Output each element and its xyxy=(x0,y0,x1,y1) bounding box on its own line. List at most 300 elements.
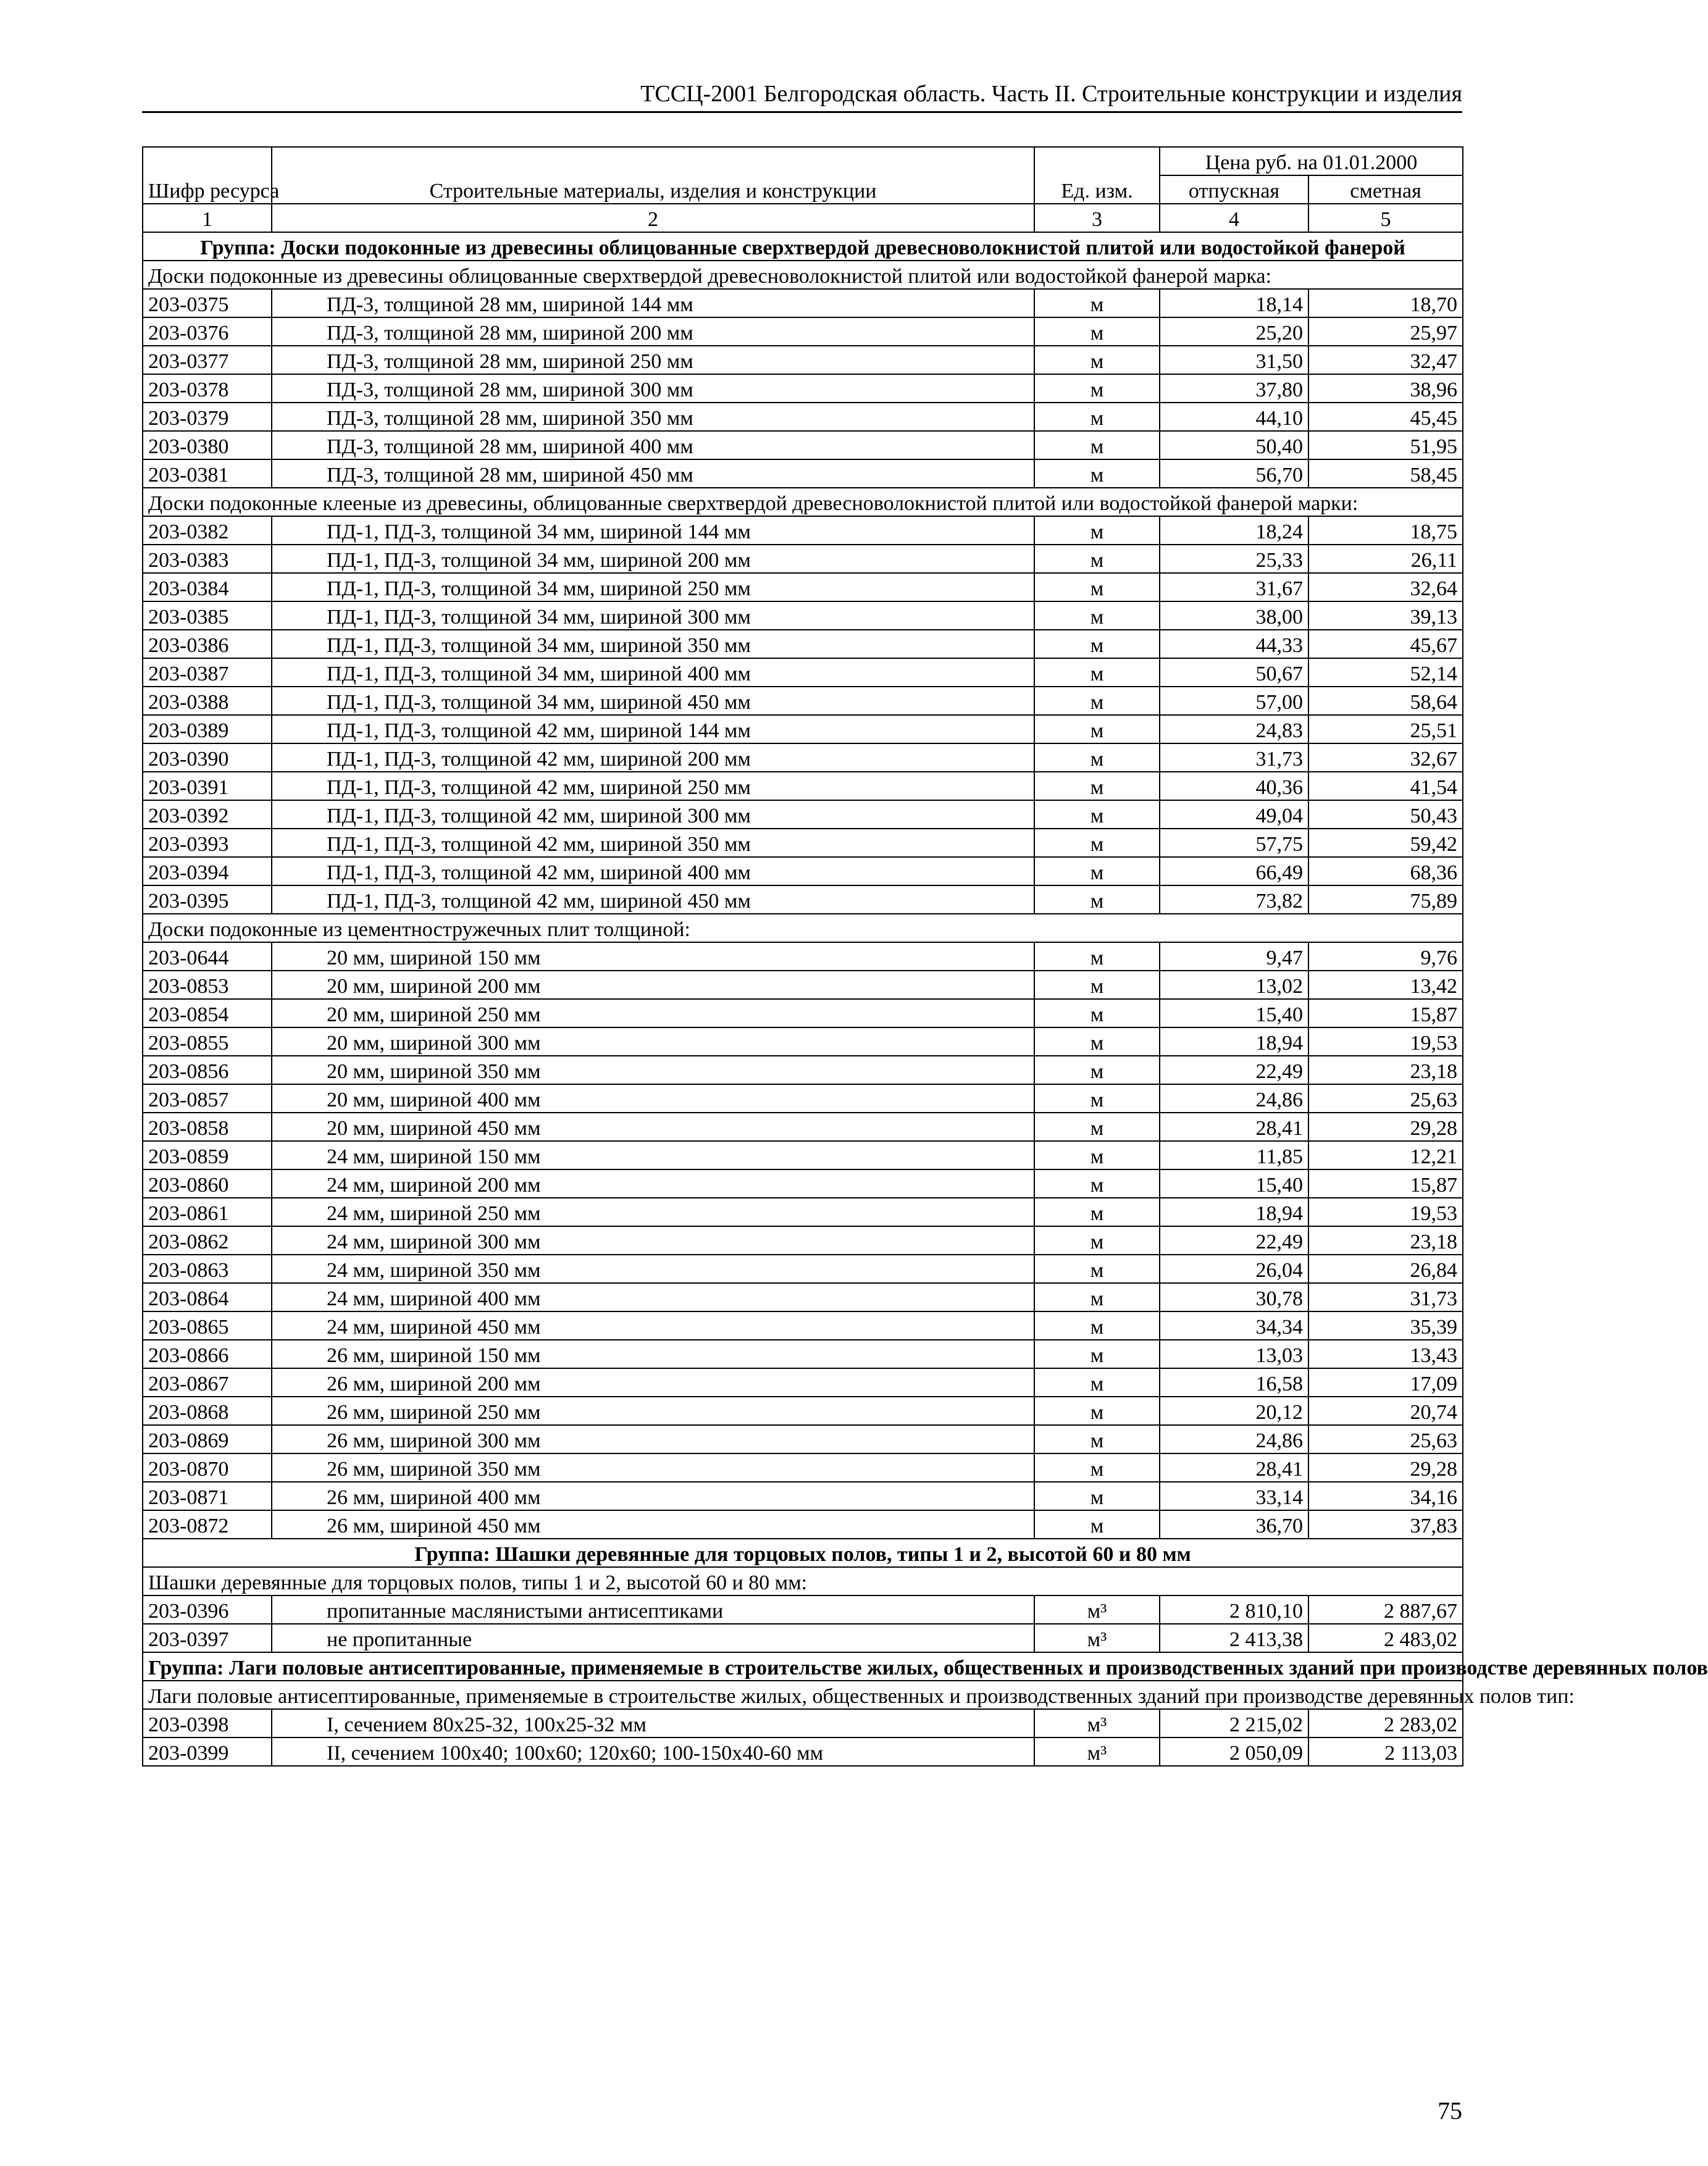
material-name: 26 мм, шириной 350 мм xyxy=(272,1453,1034,1482)
unit: м xyxy=(1034,1425,1160,1453)
group-heading-row xyxy=(143,1652,1463,1681)
material-name: I, сечением 80х25-32, 100х25-32 мм xyxy=(272,1709,1034,1737)
unit: м xyxy=(1034,715,1160,743)
unit: м xyxy=(1034,1141,1160,1169)
release-price: 34,34 xyxy=(1160,1311,1308,1340)
header-unit: Ед. изм. xyxy=(1034,147,1160,204)
unit: м xyxy=(1034,800,1160,829)
unit: м xyxy=(1034,1056,1160,1084)
subheading: Доски подоконные из древесины облицованные сверхтвердой древесноволокнистой плитой или водостойкой фанерой марка: xyxy=(143,261,1463,289)
unit: м xyxy=(1034,829,1160,857)
unit: м xyxy=(1034,971,1160,999)
estimate-price: 17,09 xyxy=(1308,1368,1463,1397)
column-number: 4 xyxy=(1160,204,1308,232)
resource-code: 203-0381 xyxy=(143,459,272,488)
unit: м xyxy=(1034,885,1160,914)
header-title: ТССЦ-2001 Белгородская область. Часть II. Строительные конструкции и изделия xyxy=(640,81,1462,107)
group-heading-row xyxy=(143,1539,1463,1567)
column-numbers-row xyxy=(143,204,1463,232)
unit: м xyxy=(1034,1198,1160,1226)
estimate-price: 32,47 xyxy=(1308,346,1463,374)
table-row xyxy=(143,403,1463,431)
release-price: 2 215,02 xyxy=(1160,1709,1308,1737)
release-price: 28,41 xyxy=(1160,1453,1308,1482)
unit: м xyxy=(1034,1510,1160,1539)
material-name: II, сечением 100х40; 100х60; 120х60; 100-150х40-60 мм xyxy=(272,1737,1034,1766)
estimate-price: 39,13 xyxy=(1308,601,1463,630)
resource-code: 203-0393 xyxy=(143,829,272,857)
resource-code: 203-0864 xyxy=(143,1283,272,1311)
subheading-row xyxy=(143,1681,1463,1709)
estimate-price: 31,73 xyxy=(1308,1283,1463,1311)
material-name: 26 мм, шириной 250 мм xyxy=(272,1397,1034,1425)
release-price: 25,20 xyxy=(1160,317,1308,346)
estimate-price: 9,76 xyxy=(1308,942,1463,971)
estimate-price: 34,16 xyxy=(1308,1482,1463,1510)
release-price: 40,36 xyxy=(1160,772,1308,800)
material-name: ПД-1, ПД-3, толщиной 34 мм, шириной 400 мм xyxy=(272,658,1034,687)
material-name: 20 мм, шириной 250 мм xyxy=(272,999,1034,1027)
material-name: ПД-1, ПД-3, толщиной 34 мм, шириной 350 мм xyxy=(272,630,1034,658)
release-price: 57,00 xyxy=(1160,687,1308,715)
unit: м xyxy=(1034,1283,1160,1311)
estimate-price: 12,21 xyxy=(1308,1141,1463,1169)
table-row xyxy=(143,289,1463,317)
material-name: ПД-1, ПД-3, толщиной 42 мм, шириной 350 мм xyxy=(272,829,1034,857)
material-name: 26 мм, шириной 400 мм xyxy=(272,1482,1034,1510)
release-price: 31,50 xyxy=(1160,346,1308,374)
table-row xyxy=(143,1226,1463,1255)
estimate-price: 2 113,03 xyxy=(1308,1737,1463,1766)
table-row xyxy=(143,800,1463,829)
table-row xyxy=(143,630,1463,658)
release-price: 56,70 xyxy=(1160,459,1308,488)
page-header xyxy=(142,77,1462,113)
table-row xyxy=(143,374,1463,403)
table-row xyxy=(143,1056,1463,1084)
table-row xyxy=(143,942,1463,971)
unit: м xyxy=(1034,743,1160,772)
release-price: 18,94 xyxy=(1160,1027,1308,1056)
release-price: 37,80 xyxy=(1160,374,1308,403)
release-price: 2 810,10 xyxy=(1160,1595,1308,1624)
estimate-price: 15,87 xyxy=(1308,999,1463,1027)
table-row xyxy=(143,1397,1463,1425)
table-row xyxy=(143,829,1463,857)
unit: м xyxy=(1034,1226,1160,1255)
estimate-price: 25,51 xyxy=(1308,715,1463,743)
release-price: 73,82 xyxy=(1160,885,1308,914)
unit: м xyxy=(1034,573,1160,601)
estimate-price: 2 483,02 xyxy=(1308,1624,1463,1652)
price-table xyxy=(142,146,1708,1767)
estimate-price: 25,63 xyxy=(1308,1425,1463,1453)
unit: м xyxy=(1034,857,1160,885)
estimate-price: 25,97 xyxy=(1308,317,1463,346)
material-name: 20 мм, шириной 400 мм xyxy=(272,1084,1034,1113)
estimate-price: 23,18 xyxy=(1308,1226,1463,1255)
estimate-price: 58,45 xyxy=(1308,459,1463,488)
column-number: 3 xyxy=(1034,204,1160,232)
estimate-price: 29,28 xyxy=(1308,1113,1463,1141)
material-name: 20 мм, шириной 150 мм xyxy=(272,942,1034,971)
unit: м³ xyxy=(1034,1709,1160,1737)
table-row xyxy=(143,1624,1463,1652)
release-price: 66,49 xyxy=(1160,857,1308,885)
resource-code: 203-0860 xyxy=(143,1169,272,1198)
material-name: 24 мм, шириной 250 мм xyxy=(272,1198,1034,1226)
estimate-price: 26,84 xyxy=(1308,1255,1463,1283)
resource-code: 203-0871 xyxy=(143,1482,272,1510)
unit: м xyxy=(1034,403,1160,431)
material-name: ПД-1, ПД-3, толщиной 34 мм, шириной 300 мм xyxy=(272,601,1034,630)
release-price: 28,41 xyxy=(1160,1113,1308,1141)
release-price: 49,04 xyxy=(1160,800,1308,829)
unit: м xyxy=(1034,1084,1160,1113)
unit: м xyxy=(1034,459,1160,488)
material-name: 26 мм, шириной 300 мм xyxy=(272,1425,1034,1453)
resource-code: 203-0862 xyxy=(143,1226,272,1255)
unit: м xyxy=(1034,942,1160,971)
unit: м xyxy=(1034,1340,1160,1368)
resource-code: 203-0870 xyxy=(143,1453,272,1482)
release-price: 50,67 xyxy=(1160,658,1308,687)
release-price: 15,40 xyxy=(1160,999,1308,1027)
group-heading: Группа: Шашки деревянные для торцовых полов, типы 1 и 2, высотой 60 и 80 мм xyxy=(143,1539,1463,1567)
resource-code: 203-0382 xyxy=(143,516,272,545)
unit: м xyxy=(1034,1368,1160,1397)
material-name: ПД-3, толщиной 28 мм, шириной 350 мм xyxy=(272,403,1034,431)
resource-code: 203-0386 xyxy=(143,630,272,658)
material-name: ПД-3, толщиной 28 мм, шириной 450 мм xyxy=(272,459,1034,488)
unit: м xyxy=(1034,289,1160,317)
estimate-price: 13,43 xyxy=(1308,1340,1463,1368)
header-code: Шифр ресурса xyxy=(143,147,272,204)
unit: м xyxy=(1034,630,1160,658)
table-row xyxy=(143,431,1463,459)
material-name: ПД-1, ПД-3, толщиной 42 мм, шириной 144 мм xyxy=(272,715,1034,743)
subheading: Доски подоконные клееные из древесины, облицованные сверхтвердой древесноволокнистой плитой или водостойкой фанерой марки: xyxy=(143,488,1463,516)
group-heading-row xyxy=(143,232,1463,261)
resource-code: 203-0394 xyxy=(143,857,272,885)
estimate-price: 20,74 xyxy=(1308,1397,1463,1425)
estimate-price: 18,70 xyxy=(1308,289,1463,317)
resource-code: 203-0396 xyxy=(143,1595,272,1624)
resource-code: 203-0856 xyxy=(143,1056,272,1084)
estimate-price: 23,18 xyxy=(1308,1056,1463,1084)
material-name: ПД-1, ПД-3, толщиной 42 мм, шириной 400 мм xyxy=(272,857,1034,885)
resource-code: 203-0863 xyxy=(143,1255,272,1283)
release-price: 22,49 xyxy=(1160,1056,1308,1084)
table-row xyxy=(143,1737,1463,1766)
release-price: 57,75 xyxy=(1160,829,1308,857)
resource-code: 203-0385 xyxy=(143,601,272,630)
estimate-price: 45,45 xyxy=(1308,403,1463,431)
estimate-price: 50,43 xyxy=(1308,800,1463,829)
resource-code: 203-0380 xyxy=(143,431,272,459)
table-row xyxy=(143,1510,1463,1539)
unit: м xyxy=(1034,1397,1160,1425)
material-name: ПД-1, ПД-3, толщиной 34 мм, шириной 200 мм xyxy=(272,545,1034,573)
release-price: 25,33 xyxy=(1160,545,1308,573)
resource-code: 203-0867 xyxy=(143,1368,272,1397)
estimate-price: 41,54 xyxy=(1308,772,1463,800)
material-name: 24 мм, шириной 400 мм xyxy=(272,1283,1034,1311)
subheading: Лаги половые антисептированные, применяемые в строительстве жилых, общественных и производственных зданий при производстве деревянных полов тип: xyxy=(143,1681,1463,1709)
table-row xyxy=(143,1311,1463,1340)
table-row xyxy=(143,1482,1463,1510)
release-price: 13,02 xyxy=(1160,971,1308,999)
table-row xyxy=(143,1113,1463,1141)
estimate-price: 45,67 xyxy=(1308,630,1463,658)
table-row xyxy=(143,658,1463,687)
table-row xyxy=(143,1595,1463,1624)
resource-code: 203-0872 xyxy=(143,1510,272,1539)
header-estimate-price: сметная xyxy=(1308,175,1463,204)
estimate-price: 19,53 xyxy=(1308,1198,1463,1226)
material-name: ПД-1, ПД-3, толщиной 34 мм, шириной 450 мм xyxy=(272,687,1034,715)
resource-code: 203-0378 xyxy=(143,374,272,403)
unit: м xyxy=(1034,516,1160,545)
table-row xyxy=(143,1368,1463,1397)
release-price: 38,00 xyxy=(1160,601,1308,630)
resource-code: 203-0399 xyxy=(143,1737,272,1766)
unit: м xyxy=(1034,431,1160,459)
material-name: ПД-1, ПД-3, толщиной 42 мм, шириной 250 мм xyxy=(272,772,1034,800)
unit: м³ xyxy=(1034,1737,1160,1766)
estimate-price: 18,75 xyxy=(1308,516,1463,545)
estimate-price: 37,83 xyxy=(1308,1510,1463,1539)
unit: м xyxy=(1034,1255,1160,1283)
table-row xyxy=(143,1169,1463,1198)
release-price: 36,70 xyxy=(1160,1510,1308,1539)
resource-code: 203-0869 xyxy=(143,1425,272,1453)
estimate-price: 15,87 xyxy=(1308,1169,1463,1198)
table-row xyxy=(143,317,1463,346)
release-price: 31,67 xyxy=(1160,573,1308,601)
resource-code: 203-0395 xyxy=(143,885,272,914)
estimate-price: 51,95 xyxy=(1308,431,1463,459)
material-name: 24 мм, шириной 350 мм xyxy=(272,1255,1034,1283)
estimate-price: 52,14 xyxy=(1308,658,1463,687)
table-row xyxy=(143,1255,1463,1283)
resource-code: 203-0389 xyxy=(143,715,272,743)
estimate-price: 32,64 xyxy=(1308,573,1463,601)
resource-code: 203-0866 xyxy=(143,1340,272,1368)
resource-code: 203-0375 xyxy=(143,289,272,317)
material-name: ПД-3, толщиной 28 мм, шириной 300 мм xyxy=(272,374,1034,403)
table-row xyxy=(143,1709,1463,1737)
estimate-price: 2 283,02 xyxy=(1308,1709,1463,1737)
table-row xyxy=(143,857,1463,885)
resource-code: 203-0853 xyxy=(143,971,272,999)
table-row xyxy=(143,1283,1463,1311)
group-heading: Группа: Доски подоконные из древесины облицованные сверхтвердой древесноволокнистой плитой или водостойкой фанерой xyxy=(143,232,1463,261)
unit: м xyxy=(1034,658,1160,687)
unit: м³ xyxy=(1034,1595,1160,1624)
material-name: ПД-1, ПД-3, толщиной 42 мм, шириной 300 мм xyxy=(272,800,1034,829)
release-price: 18,94 xyxy=(1160,1198,1308,1226)
estimate-price: 2 887,67 xyxy=(1308,1595,1463,1624)
resource-code: 203-0868 xyxy=(143,1397,272,1425)
resource-code: 203-0379 xyxy=(143,403,272,431)
table-row xyxy=(143,999,1463,1027)
release-price: 24,86 xyxy=(1160,1425,1308,1453)
unit: м xyxy=(1034,687,1160,715)
resource-code: 203-0859 xyxy=(143,1141,272,1169)
resource-code: 203-0391 xyxy=(143,772,272,800)
resource-code: 203-0855 xyxy=(143,1027,272,1056)
table-row xyxy=(143,601,1463,630)
resource-code: 203-0857 xyxy=(143,1084,272,1113)
estimate-price: 29,28 xyxy=(1308,1453,1463,1482)
unit: м xyxy=(1034,999,1160,1027)
release-price: 13,03 xyxy=(1160,1340,1308,1368)
table-row xyxy=(143,1425,1463,1453)
table-body xyxy=(143,147,1708,1766)
column-number: 5 xyxy=(1308,204,1463,232)
material-name: ПД-3, толщиной 28 мм, шириной 144 мм xyxy=(272,289,1034,317)
table-row xyxy=(143,687,1463,715)
estimate-price: 32,67 xyxy=(1308,743,1463,772)
estimate-price: 19,53 xyxy=(1308,1027,1463,1056)
material-name: 20 мм, шириной 200 мм xyxy=(272,971,1034,999)
unit: м xyxy=(1034,1113,1160,1141)
column-number: 1 xyxy=(143,204,272,232)
estimate-price: 35,39 xyxy=(1308,1311,1463,1340)
release-price: 30,78 xyxy=(1160,1283,1308,1311)
material-name: 24 мм, шириной 200 мм xyxy=(272,1169,1034,1198)
table-row xyxy=(143,346,1463,374)
material-name: ПД-1, ПД-3, толщиной 42 мм, шириной 450 мм xyxy=(272,885,1034,914)
material-name: 24 мм, шириной 150 мм xyxy=(272,1141,1034,1169)
subheading: Шашки деревянные для торцовых полов, типы 1 и 2, высотой 60 и 80 мм: xyxy=(143,1567,1463,1595)
table-row xyxy=(143,772,1463,800)
unit: м xyxy=(1034,601,1160,630)
material-name: 20 мм, шириной 350 мм xyxy=(272,1056,1034,1084)
material-name: ПД-3, толщиной 28 мм, шириной 200 мм xyxy=(272,317,1034,346)
header-name: Строительные материалы, изделия и конструкции xyxy=(272,147,1034,204)
table-row xyxy=(143,1027,1463,1056)
release-price: 50,40 xyxy=(1160,431,1308,459)
resource-code: 203-0390 xyxy=(143,743,272,772)
material-name: не пропитанные xyxy=(272,1624,1034,1652)
material-name: ПД-3, толщиной 28 мм, шириной 400 мм xyxy=(272,431,1034,459)
material-name: ПД-1, ПД-3, толщиной 34 мм, шириной 250 мм xyxy=(272,573,1034,601)
resource-code: 203-0858 xyxy=(143,1113,272,1141)
estimate-price: 26,11 xyxy=(1308,545,1463,573)
release-price: 2 050,09 xyxy=(1160,1737,1308,1766)
unit: м xyxy=(1034,1311,1160,1340)
table-row xyxy=(143,1084,1463,1113)
release-price: 33,14 xyxy=(1160,1482,1308,1510)
unit: м xyxy=(1034,1169,1160,1198)
column-number: 2 xyxy=(272,204,1034,232)
resource-code: 203-0388 xyxy=(143,687,272,715)
resource-code: 203-0854 xyxy=(143,999,272,1027)
table-row xyxy=(143,743,1463,772)
release-price: 31,73 xyxy=(1160,743,1308,772)
release-price: 18,14 xyxy=(1160,289,1308,317)
material-name: ПД-3, толщиной 28 мм, шириной 250 мм xyxy=(272,346,1034,374)
unit: м xyxy=(1034,346,1160,374)
table-row xyxy=(143,459,1463,488)
material-name: 26 мм, шириной 450 мм xyxy=(272,1510,1034,1539)
release-price: 22,49 xyxy=(1160,1226,1308,1255)
estimate-price: 13,42 xyxy=(1308,971,1463,999)
unit: м xyxy=(1034,772,1160,800)
release-price: 44,10 xyxy=(1160,403,1308,431)
page-number: 75 xyxy=(1438,2097,1462,2125)
table-row xyxy=(143,1453,1463,1482)
subheading-row xyxy=(143,261,1463,289)
subheading: Доски подоконные из цементностружечных плит толщиной: xyxy=(143,914,1463,942)
resource-code: 203-0398 xyxy=(143,1709,272,1737)
resource-code: 203-0865 xyxy=(143,1311,272,1340)
resource-code: 203-0397 xyxy=(143,1624,272,1652)
estimate-price: 25,63 xyxy=(1308,1084,1463,1113)
unit: м xyxy=(1034,1027,1160,1056)
release-price: 15,40 xyxy=(1160,1169,1308,1198)
resource-code: 203-0377 xyxy=(143,346,272,374)
unit: м xyxy=(1034,545,1160,573)
subheading-row xyxy=(143,914,1463,942)
table-row xyxy=(143,971,1463,999)
table-row xyxy=(143,573,1463,601)
table-row xyxy=(143,1141,1463,1169)
unit: м³ xyxy=(1034,1624,1160,1652)
release-price: 20,12 xyxy=(1160,1397,1308,1425)
unit: м xyxy=(1034,374,1160,403)
estimate-price: 59,42 xyxy=(1308,829,1463,857)
resource-code: 203-0387 xyxy=(143,658,272,687)
release-price: 44,33 xyxy=(1160,630,1308,658)
table-row xyxy=(143,516,1463,545)
resource-code: 203-0392 xyxy=(143,800,272,829)
material-name: 20 мм, шириной 450 мм xyxy=(272,1113,1034,1141)
estimate-price: 58,64 xyxy=(1308,687,1463,715)
release-price: 16,58 xyxy=(1160,1368,1308,1397)
estimate-price: 68,36 xyxy=(1308,857,1463,885)
unit: м xyxy=(1034,1453,1160,1482)
material-name: ПД-1, ПД-3, толщиной 42 мм, шириной 200 мм xyxy=(272,743,1034,772)
material-name: 24 мм, шириной 300 мм xyxy=(272,1226,1034,1255)
resource-code: 203-0376 xyxy=(143,317,272,346)
material-name: 20 мм, шириной 300 мм xyxy=(272,1027,1034,1056)
release-price: 24,83 xyxy=(1160,715,1308,743)
release-price: 2 413,38 xyxy=(1160,1624,1308,1652)
header-price: Цена руб. на 01.01.2000 xyxy=(1160,147,1463,175)
release-price: 9,47 xyxy=(1160,942,1308,971)
estimate-price: 38,96 xyxy=(1308,374,1463,403)
table-row xyxy=(143,1340,1463,1368)
table-row xyxy=(143,885,1463,914)
material-name: пропитанные маслянистыми антисептиками xyxy=(272,1595,1034,1624)
unit: м xyxy=(1034,1482,1160,1510)
estimate-price: 75,89 xyxy=(1308,885,1463,914)
unit: м xyxy=(1034,317,1160,346)
material-name: ПД-1, ПД-3, толщиной 34 мм, шириной 144 мм xyxy=(272,516,1034,545)
material-name: 26 мм, шириной 200 мм xyxy=(272,1368,1034,1397)
subheading-row xyxy=(143,1567,1463,1595)
table-row xyxy=(143,715,1463,743)
material-name: 26 мм, шириной 150 мм xyxy=(272,1340,1034,1368)
subheading-row xyxy=(143,488,1463,516)
table-header-row xyxy=(143,147,1463,175)
resource-code: 203-0644 xyxy=(143,942,272,971)
release-price: 26,04 xyxy=(1160,1255,1308,1283)
release-price: 18,24 xyxy=(1160,516,1308,545)
